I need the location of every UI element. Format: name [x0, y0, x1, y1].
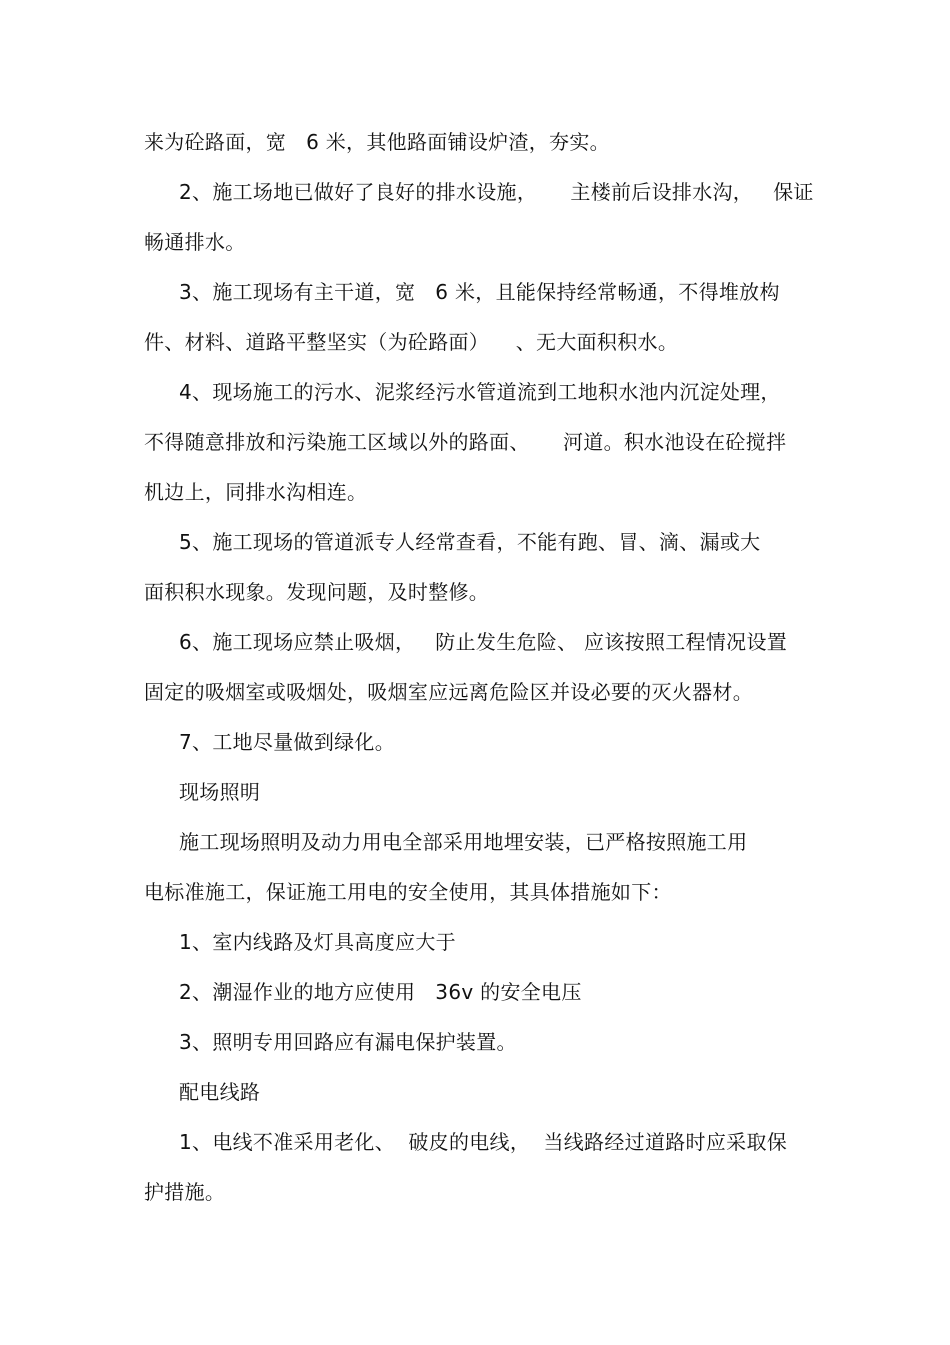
- text-line: 5、施工现场的管道派专人经常查看，不能有跑、冒、滴、漏或大: [179, 530, 761, 554]
- text-line: 4、现场施工的污水、泥浆经污水管道流到工地积水池内沉淀处理，: [179, 380, 781, 404]
- text-line: 3、照明专用回路应有漏电保护装置。: [179, 1030, 517, 1054]
- text-line: 机边上，同排水沟相连。: [144, 480, 368, 504]
- text-line: 1、室内线路及灯具高度应大于: [179, 930, 456, 954]
- text-line: 固定的吸烟室或吸烟处，吸烟室应远离危险区并设必要的灭火器材。: [144, 680, 753, 704]
- section-heading: 现场照明: [179, 780, 261, 804]
- text-line: 6、施工现场应禁止吸烟， 防止发生危险、 应该按照工程情况设置: [179, 630, 788, 654]
- text-line: 畅通排水。: [144, 230, 246, 254]
- text-line: 施工现场照明及动力用电全部采用地埋安装，已严格按照施工用: [179, 830, 748, 854]
- text-line: 7、工地尽量做到绿化。: [179, 730, 396, 754]
- text-line: 件、材料、道路平整坚实（为砼路面） 、无大面积积水。: [144, 330, 679, 354]
- text-line: 电标准施工，保证施工用电的安全使用，其具体措施如下：: [144, 880, 672, 904]
- text-line: 来为砼路面，宽 6 米，其他路面铺设炉渣，夯实。: [144, 130, 610, 154]
- text-line: 3、施工现场有主干道，宽 6 米，且能保持经常畅通，不得堆放构: [179, 280, 780, 304]
- text-line: 面积积水现象。发现问题，及时整修。: [144, 580, 490, 604]
- text-line: 2、潮湿作业的地方应使用 36v 的安全电压: [179, 980, 582, 1004]
- text-line: 护措施。: [144, 1180, 226, 1204]
- section-heading: 配电线路: [179, 1080, 261, 1104]
- text-line: 不得随意排放和污染施工区域以外的路面、 河道。积水池设在砼搅拌: [144, 430, 787, 454]
- text-line: 1、电线不准采用老化、 破皮的电线， 当线路经过道路时应采取保: [179, 1130, 788, 1154]
- text-line: 2、施工场地已做好了良好的排水设施， 主楼前后设排水沟， 保证: [179, 180, 814, 204]
